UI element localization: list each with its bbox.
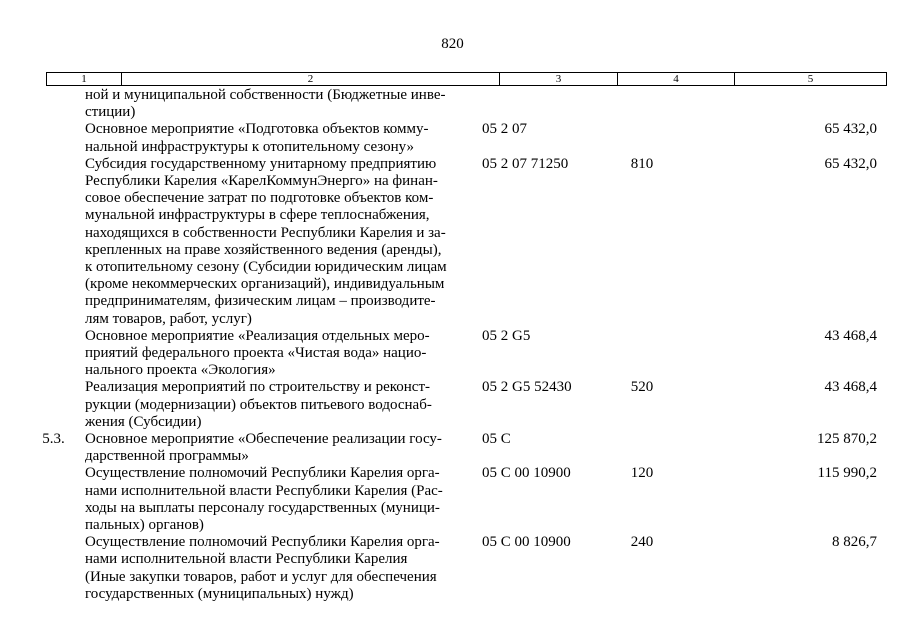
row-number	[0, 534, 77, 603]
row-amount: 65 432,0	[824, 155, 877, 172]
page-number: 820	[441, 36, 464, 52]
row-amount: 8 826,7	[832, 534, 877, 551]
table-row	[0, 87, 905, 121]
row-budget-code: 05 2 07	[482, 121, 527, 138]
description-line: Осуществление полномочий Республики Карелия орга-	[85, 534, 440, 551]
row-amount: 43 468,4	[824, 327, 877, 344]
description-line: нами исполнительной власти Республики Карелия (Рас-	[85, 482, 443, 499]
row-budget-code: 05 2 07 71250	[482, 155, 569, 172]
row-number: 5.3.	[42, 431, 65, 448]
row-expense-type	[597, 328, 707, 380]
column-header-2: 2	[122, 73, 500, 86]
row-budget-code: 05 2 G5	[482, 327, 531, 344]
row-number	[0, 121, 77, 155]
row-expense-type	[597, 87, 707, 121]
column-header-3: 3	[500, 73, 618, 86]
description-line: мунальной инфраструктуры в сфере теплоснабжения,	[85, 207, 430, 224]
row-description	[80, 121, 449, 155]
table-row	[0, 431, 905, 465]
description-line: ходы на выплаты персоналу государственных (муници-	[85, 499, 440, 516]
row-expense-type: 520	[630, 379, 654, 396]
column-header-row	[46, 72, 887, 86]
row-expense-type: 120	[630, 465, 654, 482]
row-amount: 115 990,2	[817, 465, 877, 482]
column-header-5: 5	[735, 73, 887, 86]
row-budget-code: 05 С	[482, 431, 511, 448]
description-line: ной и муниципальной собственности (Бюджетные инве-	[85, 87, 446, 103]
table-row	[0, 121, 905, 155]
row-expense-type	[597, 431, 707, 465]
row-amount: 43 468,4	[824, 379, 877, 396]
row-description	[80, 534, 449, 603]
description-line: дарственной программы»	[85, 448, 249, 465]
description-line: (кроме некоммерческих организаций), индивидуальным	[85, 276, 445, 293]
row-description	[80, 328, 449, 380]
row-number	[0, 87, 77, 121]
table-row	[0, 465, 905, 534]
description-line: стиции)	[85, 104, 136, 121]
row-description	[80, 87, 449, 121]
row-expense-type	[597, 121, 707, 155]
row-description	[80, 465, 449, 534]
table-row	[0, 534, 905, 603]
table-body	[0, 87, 905, 603]
description-line: Республики Карелия «КарелКоммунЭнерго» на финан-	[85, 173, 438, 190]
description-line: Субсидия государственному унитарному предприятию	[85, 155, 437, 172]
description-line: Осуществление полномочий Республики Карелия орга-	[85, 465, 440, 482]
description-line: нальной инфраструктуры к отопительному сезону»	[85, 138, 415, 155]
description-line: Основное мероприятие «Реализация отдельных меро-	[85, 327, 430, 344]
description-line: находящихся в собственности Республики Карелия и за-	[85, 224, 446, 241]
table-row	[0, 156, 905, 328]
row-number	[0, 465, 77, 534]
row-expense-type: 240	[630, 534, 654, 551]
description-line: пальных) органов)	[85, 517, 204, 534]
row-description	[80, 431, 449, 465]
description-line: Основное мероприятие «Обеспечение реализации госу-	[85, 431, 442, 448]
description-line: совое обеспечение затрат по подготовке объектов ком-	[85, 190, 434, 207]
description-line: нального проекта «Экология»	[85, 362, 276, 379]
description-line: государственных (муниципальных) нужд)	[85, 585, 354, 602]
row-budget-code: 05 2 G5 52430	[482, 379, 572, 396]
description-line: Реализация мероприятий по строительству и реконст-	[85, 379, 431, 396]
description-line: Основное мероприятие «Подготовка объектов комму-	[85, 121, 429, 138]
description-line: крепленных на праве хозяйственного ведения (аренды),	[85, 241, 442, 258]
description-line: нами исполнительной власти Республики Карелия	[85, 551, 408, 568]
description-line: приятий федерального проекта «Чистая вода» нацио-	[85, 345, 427, 362]
column-header-1: 1	[47, 73, 122, 86]
row-description	[80, 156, 449, 328]
description-line: к отопительному сезону (Субсидии юридическим лицам	[85, 259, 447, 276]
row-number	[0, 156, 77, 328]
row-budget-code: 05 С 00 10900	[482, 534, 571, 551]
table-row	[0, 328, 905, 380]
row-amount: 125 870,2	[817, 431, 877, 448]
row-number	[0, 379, 77, 431]
column-header-4: 4	[618, 73, 735, 86]
row-number	[0, 328, 77, 380]
description-line: предпринимателям, физическим лицам – производите-	[85, 293, 436, 310]
row-budget-code	[457, 87, 577, 121]
description-line: (Иные закупки товаров, работ и услуг для обеспечения	[85, 568, 437, 585]
description-line: жения (Субсидии)	[85, 413, 202, 430]
row-description	[80, 379, 449, 431]
row-amount	[707, 87, 877, 121]
description-line: лям товаров, работ, услуг)	[85, 310, 252, 327]
row-budget-code: 05 С 00 10900	[482, 465, 571, 482]
row-amount: 65 432,0	[824, 121, 877, 138]
row-expense-type: 810	[630, 155, 654, 172]
description-line: рукции (модернизации) объектов питьевого водоснаб-	[85, 396, 432, 413]
table-row	[0, 379, 905, 431]
